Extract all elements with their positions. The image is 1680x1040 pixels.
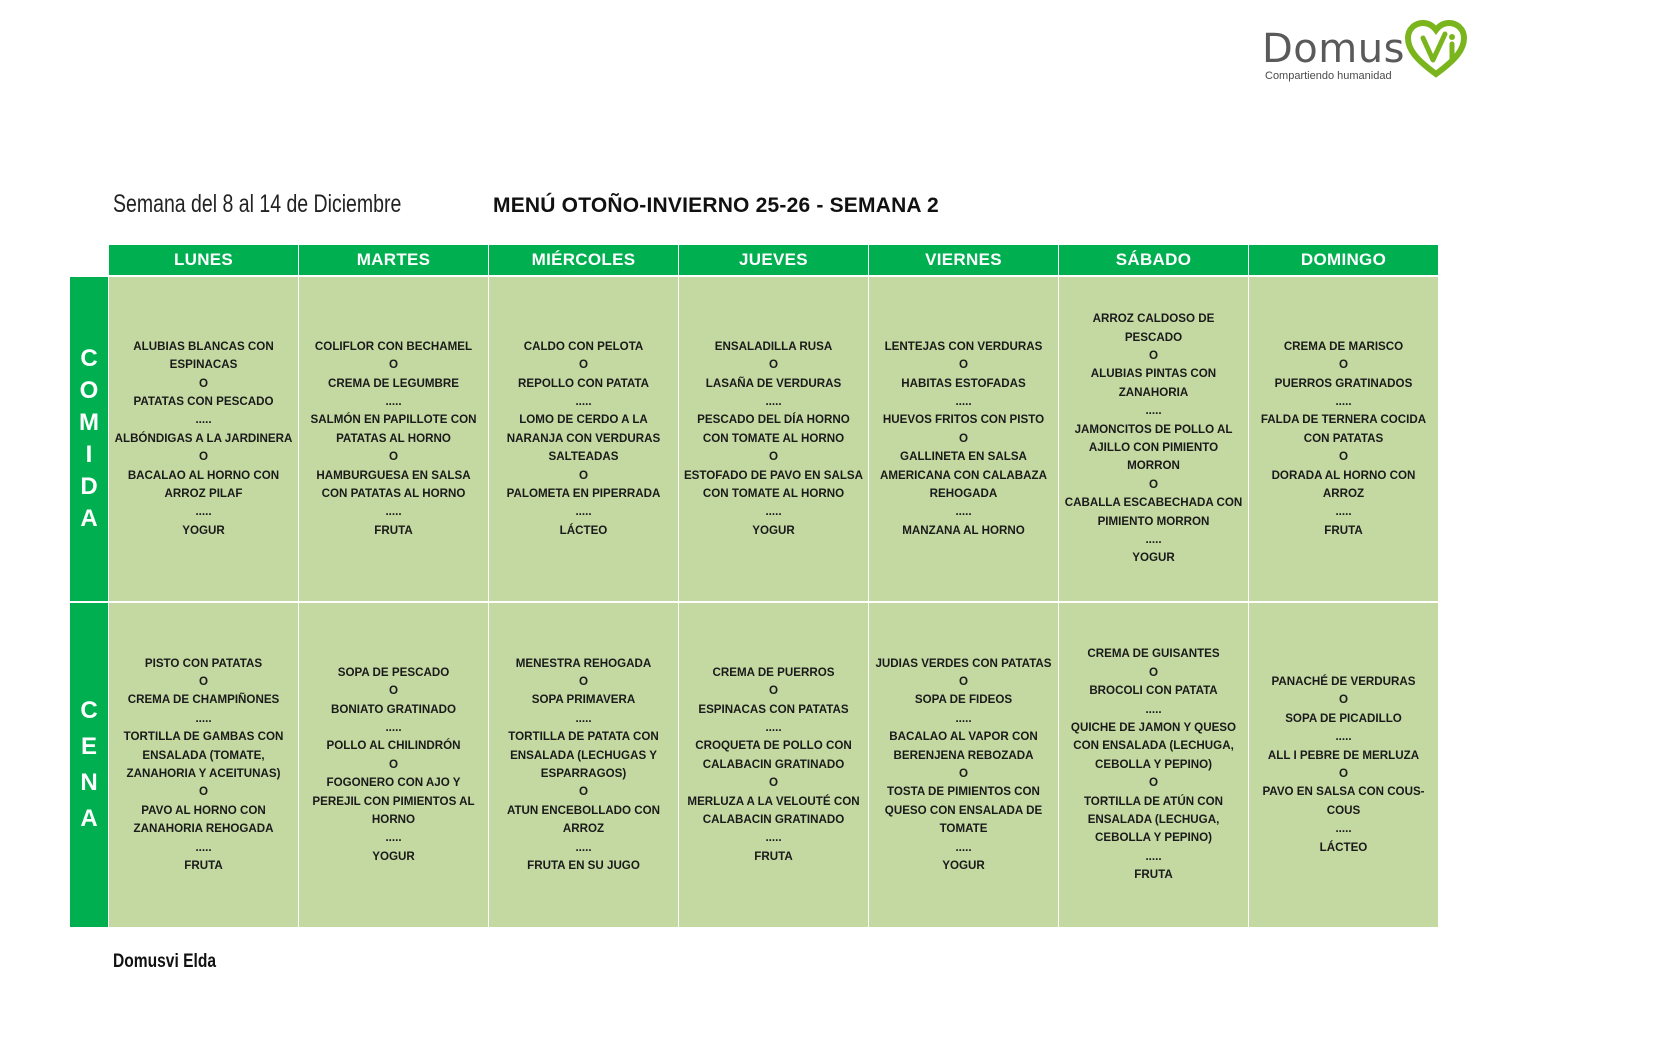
dish-line: CREMA DE CHAMPIÑONES (127, 693, 280, 707)
day-header-0: LUNES (109, 245, 298, 275)
dish-line: QUICHE DE JAMON Y QUESO CON ENSALADA (LECHUGA, CEBOLLA Y PEPINO) (1070, 720, 1237, 771)
dish-line: O (1148, 776, 1159, 790)
menu-table (70, 245, 1438, 927)
dish-line: CREMA DE GUISANTES (1087, 647, 1220, 661)
dish-line: ..... (955, 711, 972, 725)
dish-line: HABITAS ESTOFADAS (901, 376, 1026, 390)
dish-line: SOPA DE FIDEOS (914, 693, 1013, 707)
dish-line: PANACHÉ DE VERDURAS (1271, 674, 1416, 688)
dish-line: O (958, 767, 969, 780)
menu-cell-comida-6 (1249, 277, 1438, 601)
dish-line: YOGUR (1132, 551, 1175, 565)
dish-list (1253, 673, 1434, 857)
dish-line: O (578, 785, 589, 799)
dish-line: ..... (195, 711, 212, 725)
day-header-6: DOMINGO (1249, 245, 1438, 275)
dish-line: ..... (1145, 849, 1162, 863)
dish-line: O (768, 776, 779, 790)
dish-line: ALUBIAS BLANCAS CON ESPINACAS (133, 339, 274, 372)
dish-line: LÁCTEO (1319, 840, 1368, 854)
dish-line: O (198, 785, 209, 799)
dish-line: ..... (955, 394, 972, 408)
dish-line: ..... (1145, 702, 1162, 716)
dish-line: HUEVOS FRITOS CON PISTO (882, 413, 1045, 427)
footer-location: Domusvi Elda (113, 951, 217, 972)
dish-list (873, 338, 1054, 540)
dish-line: FALDA DE TERNERA COCIDA CON PATATAS (1260, 413, 1427, 445)
dish-line: ARROZ CALDOSO DE PESCADO (1092, 312, 1215, 344)
dish-line: FRUTA (374, 523, 413, 537)
dish-line: ..... (385, 831, 402, 845)
dish-line: BROCOLI CON PATATA (1089, 684, 1218, 698)
dish-line: ..... (385, 720, 402, 734)
meal-label-letter: C (80, 345, 98, 372)
dish-line: TORTILLA DE ATÚN CON ENSALADA (LECHUGA, CEBOLLA Y PEPINO) (1083, 794, 1224, 845)
dish-line: O (958, 431, 969, 445)
dish-line: O (958, 674, 969, 688)
menu-cell-comida-0 (109, 277, 298, 601)
dish-line: CROQUETA DE POLLO CON CALABACIN GRATINADO (695, 739, 852, 771)
logo-tagline: Compartiendo humanidad (1265, 70, 1392, 82)
dish-line: SOPA DE PICADILLO (1285, 711, 1402, 725)
dish-list (1063, 310, 1244, 568)
dish-list (113, 655, 294, 876)
dish-line: ..... (765, 720, 782, 734)
dish-list (303, 338, 484, 540)
dish-line: ..... (1335, 505, 1352, 519)
dish-line: TORTILLA DE PATATA CON ENSALADA (LECHUGAS Y ESPARRAGOS) (508, 730, 659, 780)
dish-line: FRUTA EN SU JUGO (527, 859, 640, 873)
dish-line: PUERROS GRATINADOS (1274, 376, 1413, 390)
dish-line: SOPA DE PESCADO (337, 665, 450, 679)
dish-line: FRUTA (1134, 868, 1173, 882)
dish-line: ..... (575, 505, 592, 519)
dish-line: ..... (765, 394, 782, 408)
menu-cell-comida-4 (869, 277, 1058, 601)
dish-line: CREMA DE LEGUMBRE (328, 376, 459, 390)
dish-line: O (578, 674, 589, 688)
dish-line: BONIATO GRATINADO (331, 702, 456, 716)
dish-list (683, 664, 864, 866)
dish-list (1063, 645, 1244, 884)
meal-label-comida (70, 277, 108, 601)
dish-line: O (578, 468, 589, 482)
dish-line: O (768, 684, 779, 698)
meal-label-letter: A (80, 805, 98, 832)
dish-line: ..... (955, 505, 972, 519)
meal-label-letter: O (79, 377, 99, 404)
menu-cell-cena-1 (299, 603, 488, 927)
dish-line: FRUTA (754, 849, 793, 863)
dish-line: FOGONERO CON AJO Y PEREJIL CON PIMIENTOS AL HORNO (312, 776, 475, 827)
dish-line: PATATAS CON PESCADO (133, 394, 274, 408)
dish-line: ENSALADILLA RUSA (714, 339, 833, 353)
dish-line: ..... (1335, 730, 1352, 744)
dish-line: ..... (1145, 404, 1162, 418)
dish-line: O (1148, 477, 1159, 491)
dish-line: BACALAO AL VAPOR CON BERENJENA REBOZADA (889, 730, 1038, 762)
dish-line: SOPA PRIMAVERA (531, 693, 636, 707)
dish-line: O (958, 358, 969, 372)
dish-line: O (198, 376, 209, 390)
meal-label-letter: N (80, 769, 98, 796)
dish-line: YOGUR (372, 849, 415, 863)
dish-line: ..... (195, 505, 212, 519)
dish-line: ..... (955, 840, 972, 854)
dish-line: LENTEJAS CON VERDURAS (884, 339, 1043, 353)
dish-line: O (388, 358, 399, 372)
dish-line: PAVO EN SALSA CON COUS-COUS (1262, 785, 1425, 817)
dish-line: LASAÑA DE VERDURAS (705, 376, 842, 390)
dish-line: DORADA AL HORNO CON ARROZ (1271, 468, 1416, 501)
dish-line: O (198, 674, 209, 688)
dish-line: O (1338, 693, 1349, 707)
meal-label-cena (70, 603, 108, 927)
dish-line: JAMONCITOS DE POLLO AL AJILLO CON PIMIENTO MORRON (1074, 422, 1233, 473)
meal-label-letter: M (79, 409, 99, 436)
dish-line: ..... (575, 394, 592, 408)
dish-line: ESTOFADO DE PAVO EN SALSA CON TOMATE AL HORNO (683, 468, 864, 501)
menu-cell-cena-6 (1249, 603, 1438, 927)
dish-line: PESCADO DEL DÍA HORNO CON TOMATE AL HORNO (697, 413, 850, 445)
dish-line: CREMA DE MARISCO (1283, 339, 1404, 353)
table-corner (70, 245, 108, 275)
dish-line: O (1148, 348, 1159, 362)
dish-line: ..... (1335, 822, 1352, 836)
meal-label-letter: A (80, 505, 98, 532)
dish-list (493, 655, 674, 876)
dish-list (113, 338, 294, 540)
dish-line: O (1338, 767, 1349, 780)
dish-list (873, 655, 1054, 876)
day-header-5: SÁBADO (1059, 245, 1248, 275)
menu-cell-comida-5 (1059, 277, 1248, 601)
dish-line: FRUTA (1324, 523, 1363, 537)
dish-line: O (1148, 665, 1159, 679)
dish-line: PISTO CON PATATAS (144, 656, 263, 670)
dish-line: SALMÓN EN PAPILLOTE CON PATATAS AL HORNO (310, 413, 477, 445)
dish-line: O (768, 450, 779, 464)
dish-line: TOSTA DE PIMIENTOS CON QUESO CON ENSALADA DE TOMATE (884, 785, 1043, 836)
dish-line: O (768, 358, 779, 372)
dish-line: PALOMETA EN PIPERRADA (506, 487, 661, 501)
dish-line: ..... (765, 831, 782, 845)
dish-line: YOGUR (752, 523, 795, 537)
dish-line: O (388, 684, 399, 698)
dish-line: POLLO AL CHILINDRÓN (326, 739, 461, 753)
dish-line: ..... (195, 840, 212, 854)
dish-line: ..... (765, 505, 782, 519)
menu-cell-cena-4 (869, 603, 1058, 927)
dish-line: BACALAO AL HORNO CON ARROZ PILAF (127, 468, 280, 501)
dish-line: LOMO DE CERDO A LA NARANJA CON VERDURAS SALTEADAS (506, 413, 661, 464)
dish-line: ALUBIAS PINTAS CON ZANAHORIA (1090, 367, 1217, 399)
dish-line: ALBÓNDIGAS A LA JARDINERA (114, 431, 293, 445)
dish-line: ..... (1335, 394, 1352, 408)
dish-line: PAVO AL HORNO CON ZANAHORIA REHOGADA (133, 803, 274, 836)
dish-line: YOGUR (942, 859, 985, 873)
dish-line: ESPINACAS CON PATATAS (698, 702, 849, 716)
dish-line: YOGUR (182, 523, 225, 537)
day-header-4: VIERNES (869, 245, 1058, 275)
dish-line: JUDIAS VERDES CON PATATAS (875, 656, 1052, 670)
meal-label-letter: E (80, 733, 97, 760)
dish-line: ATUN ENCEBOLLADO CON ARROZ (506, 803, 661, 836)
menu-cell-comida-2 (489, 277, 678, 601)
dish-line: MERLUZA A LA VELOUTÉ CON CALABACIN GRATINADO (687, 794, 860, 827)
dish-line: HAMBURGUESA EN SALSA CON PATATAS AL HORNO (316, 468, 471, 501)
dish-list (303, 664, 484, 866)
day-header-3: JUEVES (679, 245, 868, 275)
menu-cell-cena-3 (679, 603, 868, 927)
dish-line: O (1338, 450, 1349, 464)
dish-line: COLIFLOR CON BECHAMEL (314, 339, 473, 353)
heart-leaf-icon (1405, 20, 1467, 78)
logo-wordmark: Domus (1262, 26, 1405, 72)
menu-cell-cena-0 (109, 603, 298, 927)
dish-line: O (388, 757, 399, 771)
dish-line: ..... (575, 840, 592, 854)
dish-line: CABALLA ESCABECHADA CON PIMIENTO MORRON (1064, 496, 1243, 528)
dish-line: REPOLLO CON PATATA (518, 376, 649, 390)
menu-cell-cena-5 (1059, 603, 1248, 927)
dish-line: ALL I PEBRE DE MERLUZA (1267, 748, 1420, 762)
dish-line: CREMA DE PUERROS (712, 665, 835, 679)
dish-list (1253, 338, 1434, 540)
dish-line: LÁCTEO (559, 523, 608, 537)
menu-cell-comida-1 (299, 277, 488, 601)
menu-title: MENÚ OTOÑO-INVIERNO 25-26 - SEMANA 2 (493, 194, 939, 217)
dish-list (493, 338, 674, 540)
domusvi-logo (1262, 18, 1482, 88)
dish-line: MENESTRA REHOGADA (515, 656, 652, 670)
dish-line: FRUTA (184, 859, 223, 873)
dish-line: MANZANA AL HORNO (902, 523, 1025, 537)
dish-line: O (198, 450, 209, 464)
dish-line: ..... (575, 711, 592, 725)
dish-line: O (388, 450, 399, 464)
dish-line: ..... (195, 413, 212, 427)
dish-line: O (1338, 358, 1349, 372)
menu-cell-comida-3 (679, 277, 868, 601)
dish-line: ..... (385, 505, 402, 519)
dish-line: TORTILLA DE GAMBAS CON ENSALADA (TOMATE, ZANAHORIA Y ACEITUNAS) (123, 730, 284, 780)
day-header-2: MIÉRCOLES (489, 245, 678, 275)
meal-label-letter: I (85, 441, 93, 468)
meal-label-letter: C (80, 697, 98, 724)
dish-line: O (578, 358, 589, 372)
week-range: Semana del 8 al 14 de Diciembre (113, 190, 402, 218)
menu-cell-cena-2 (489, 603, 678, 927)
meal-label-letter: D (80, 473, 98, 500)
dish-list (683, 338, 864, 540)
dish-line: ..... (385, 394, 402, 408)
dish-line: ..... (1145, 533, 1162, 547)
dish-line: CALDO CON PELOTA (523, 339, 644, 353)
day-header-1: MARTES (299, 245, 488, 275)
dish-line: GALLINETA EN SALSA AMERICANA CON CALABAZA REHOGADA (879, 450, 1048, 501)
